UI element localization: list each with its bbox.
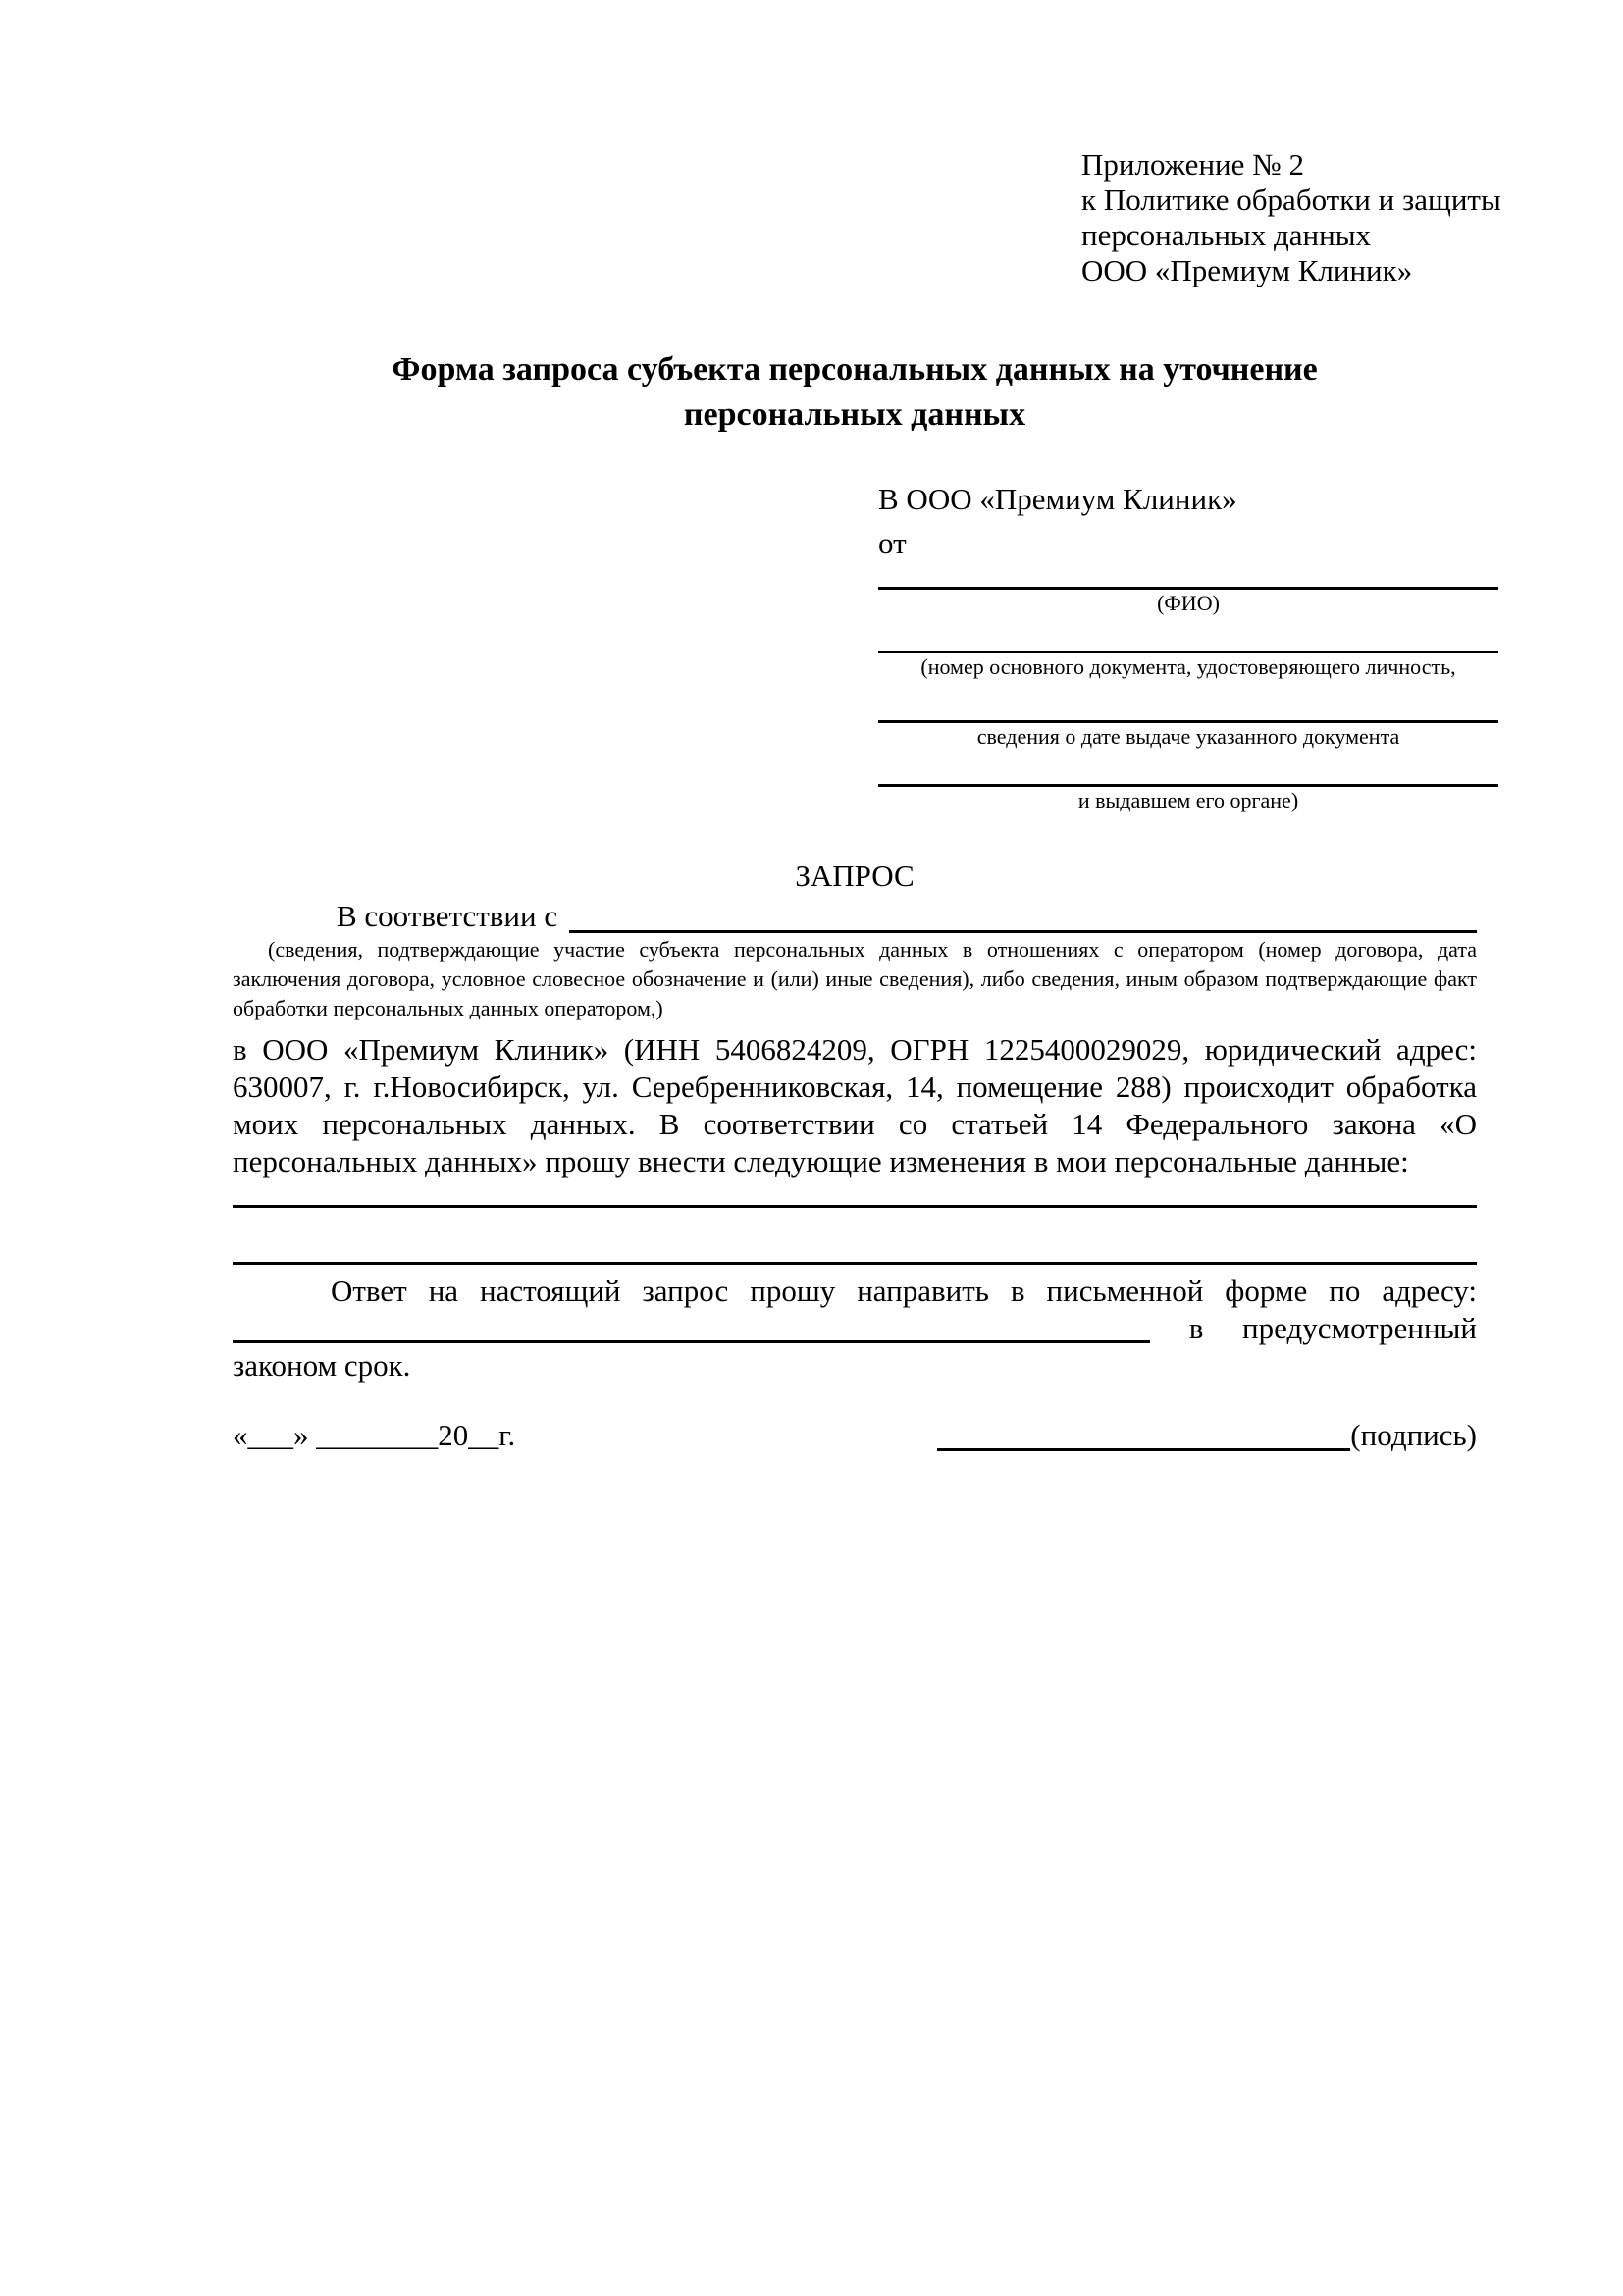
footer-row bbox=[233, 1416, 1477, 1455]
changes-blank-line-1 bbox=[233, 1205, 1477, 1208]
addressee-organization: В ООО «Премиум Клиник» bbox=[878, 482, 1237, 516]
issue-date-blank-line bbox=[878, 681, 1498, 723]
answer-word-1: в bbox=[1188, 1311, 1204, 1345]
basis-prefix: В соответствии с bbox=[337, 899, 558, 933]
addressee-block bbox=[878, 477, 1498, 814]
issuing-authority-blank-line bbox=[878, 751, 1498, 787]
signature-blank-line bbox=[937, 1419, 1350, 1451]
form-title: Форма запроса субъекта персональных данных на уточнение персональных данных bbox=[392, 351, 1318, 433]
address-blank-line bbox=[233, 1311, 1150, 1343]
fio-blank-line bbox=[878, 565, 1498, 590]
changes-blank-line-2 bbox=[233, 1262, 1477, 1265]
doc-number-blank-line bbox=[878, 617, 1498, 653]
issue-date-caption: сведения о дате выдаче указанного документа bbox=[976, 724, 1400, 749]
request-body: в ООО «Премиум Клиник» (ИНН 5406824209, ОГРН 1225400029029, юридический адрес: 630007, г. г.Новосибирск, ул. Серебренниковская, 14, помещение 288) происходит обработка моих персональных данных. В соответствии со статьей 14 Федерального закона «О персональных данных» прошу внести следующие изменения в мои персональные данные: bbox=[233, 1032, 1477, 1178]
doc-number-caption: (номер основного документа, удостоверяющего личность, bbox=[920, 654, 1456, 679]
answer-closing: законом срок. bbox=[233, 1348, 411, 1383]
fio-caption: (ФИО) bbox=[1157, 591, 1220, 615]
appendix-line: ООО «Премиум Клиник» bbox=[1081, 253, 1413, 287]
addressee-from-label: от bbox=[878, 526, 907, 560]
basis-blank-line bbox=[569, 901, 1477, 933]
answer-word-2: предусмотренный bbox=[1242, 1311, 1477, 1345]
date-template: «___» ________20__г. bbox=[233, 1418, 516, 1452]
appendix-block bbox=[1081, 147, 1501, 288]
signature-caption: (подпись) bbox=[1350, 1418, 1477, 1452]
answer-address-row bbox=[233, 1310, 1477, 1347]
basis-row bbox=[233, 898, 1477, 935]
signature-group bbox=[937, 1416, 1477, 1455]
appendix-line: Приложение № 2 bbox=[1081, 147, 1304, 182]
answer-intro: Ответ на настоящий запрос прошу направить в письменной форме по адресу: bbox=[331, 1274, 1477, 1308]
request-heading: ЗАПРОС bbox=[795, 859, 915, 893]
basis-note: (сведения, подтверждающие участие субъекта персональных данных в отношениях с оператором (номер договора, дата заключения договора, условное словесное обозначение и (или) иные сведения), либо сведения, иным образом подтверждающие факт обработки персональных данных оператором,) bbox=[233, 937, 1477, 1020]
appendix-line: персональных данных bbox=[1081, 218, 1372, 252]
issuing-authority-caption: и выдавшем его органе) bbox=[1077, 788, 1299, 812]
appendix-line: к Политике обработки и защиты bbox=[1081, 183, 1501, 217]
